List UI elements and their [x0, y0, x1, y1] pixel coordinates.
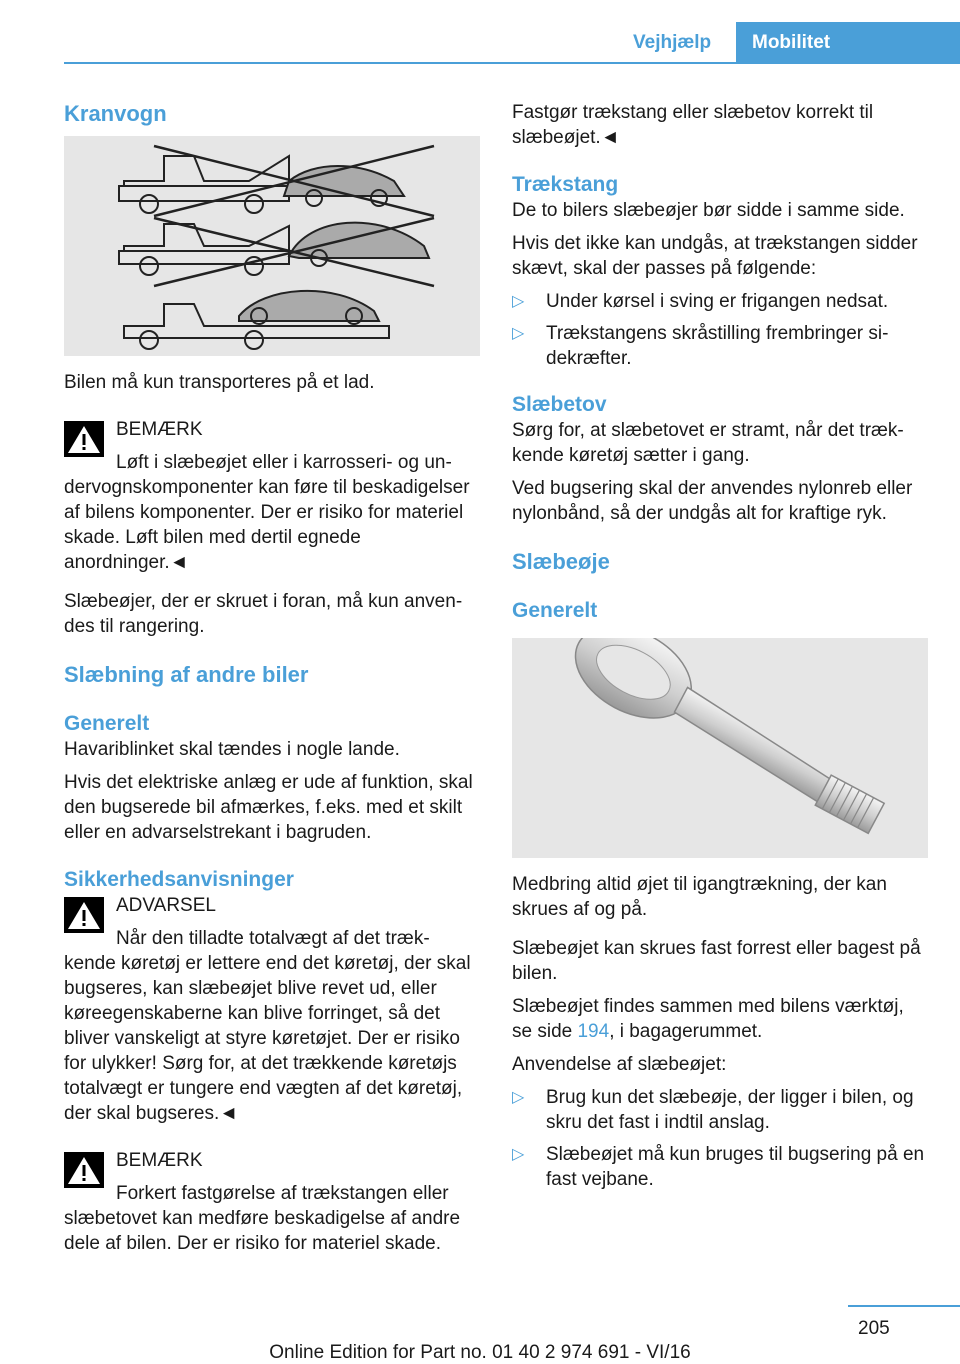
tow-trucks-drawing — [64, 136, 480, 356]
warning-title: ADVARSEL — [116, 895, 216, 916]
paragraph-hvisikke: Hvis det ikke kan undgås, at trækstangen sidder skævt, skal der passes på følgende: — [512, 233, 918, 279]
left-column — [64, 100, 480, 1256]
note-title: BEMÆRK — [116, 1150, 203, 1171]
warning-block — [64, 893, 480, 1126]
note-text-first: Løft i slæbeøjet eller i karrosseri- og un- — [116, 452, 452, 473]
tow-eye-illustration — [512, 638, 928, 858]
paragraph-fastgor: Fastgør trækstang eller slæbetov korrekt til slæbeøjet.◄ — [512, 102, 874, 148]
tab-mobilitet[interactable]: Mobilitet — [736, 22, 960, 63]
paragraph-nylon: Ved bugsering skal der anvendes nylonreb eller nylonbånd, så der undgås alt for kraftige ryk. — [512, 478, 913, 524]
edition-footer: Online Edition for Part no. 01 40 2 974 691 - VI/16 — [269, 1342, 691, 1363]
heading-slaebning: Slæbning af andre biler — [64, 662, 309, 687]
note-text-rest: dervognskomponenter kan føre til beskadigelser af bilens komponenter. Der er risiko for materiel skade. Løft bilen med dertil egnede anordninger.◄ — [64, 477, 470, 573]
warning-text-rest: kende køretøj er lettere end det køretøj, der skal bugseres, kan slæbeøjet blive revet ud, eller køreegenskaberne kan blive forringet, så det bliver vanskeligt at styre køretøjet. Der er risiko for ulykker! Sørg for, at det trækkende køretøjs totalvægt er tungere end vægten af det køretøj, der skal bugseres.◄ — [64, 953, 471, 1124]
list-item: ▷ Brug kun det slæbeøje, der ligger i bilen, og skru det fast i indtil anslag. — [512, 1087, 914, 1133]
tow-truck-illustration — [64, 136, 480, 356]
bullet-triangle-icon: ▷ — [512, 325, 525, 342]
bullet-triangle-icon: ▷ — [512, 1146, 525, 1163]
note-block-2 — [64, 1148, 480, 1256]
paragraph-elektrisk: Hvis det elektriske anlæg er ude af funktion, skal den bugserede bil afmærkes, f.eks. med et skilt eller en advarselstrekant i bagruden. — [64, 772, 473, 843]
heading-generelt-2: Generelt — [512, 599, 598, 622]
page-number: 205 — [858, 1318, 890, 1339]
paragraph-findes: Slæbeøjet findes sammen med bilens værktøj, se side 194, i bagagerummet. — [512, 996, 904, 1042]
heading-kranvogn: Kranvogn — [64, 101, 167, 126]
heading-generelt: Generelt — [64, 712, 150, 735]
tow-eye-drawing — [512, 638, 928, 858]
paragraph-anvendelse: Anvendelse af slæbeøjet: — [512, 1054, 727, 1075]
note-text-first: Forkert fastgørelse af trækstangen eller — [116, 1183, 449, 1204]
paragraph-skrues: Slæbeøjet kan skrues fast forrest eller bagest på bilen. — [512, 938, 921, 984]
warning-triangle-icon — [64, 897, 104, 933]
right-column — [512, 100, 928, 1199]
list-item: ▷ Under kørsel i sving er frigangen nedsat. — [512, 291, 889, 312]
bullet-triangle-icon: ▷ — [512, 1089, 525, 1106]
heading-sikkerhed: Sikkerhedsanvisninger — [64, 868, 294, 891]
note-block-1 — [64, 417, 480, 575]
paragraph-tobiler: De to bilers slæbeøjer bør sidde i samme side. — [512, 200, 905, 221]
bullet-triangle-icon: ▷ — [512, 293, 525, 310]
paragraph-medbring: Medbring altid øjet til igangtrækning, der kan skrues af og på. — [512, 874, 887, 920]
heading-traekstang: Trækstang — [512, 173, 619, 196]
list-traekstang — [512, 289, 928, 371]
list-anvendelse — [512, 1085, 928, 1192]
list-item: ▷ Trækstangens skråstilling frembringer sidekræfter. — [512, 323, 889, 369]
paragraph-havari: Havariblinket skal tændes i nogle lande. — [64, 739, 400, 760]
warning-triangle-icon — [64, 421, 104, 457]
tab-vejhjaelp[interactable]: Vejhjælp — [633, 32, 712, 53]
img-caption: Bilen må kun transporteres på et lad. — [64, 372, 375, 393]
note-title: BEMÆRK — [116, 419, 203, 440]
list-item: ▷ Slæbeøjet må kun bruges til bugsering på en fast vejbane. — [512, 1144, 925, 1190]
heading-slaebeoje: Slæbeøje — [512, 549, 610, 574]
footer-rule — [848, 1305, 960, 1307]
note-text-rest: slæbetovet kan medføre beskadigelse af andre dele af bilen. Der er risiko for materiel skade. — [64, 1208, 461, 1254]
page-link[interactable]: 194 — [577, 1021, 610, 1042]
warning-triangle-icon — [64, 1152, 104, 1188]
heading-slaebetov: Slæbetov — [512, 393, 607, 416]
paragraph-stramt: Sørg for, at slæbetovet er stramt, når det trækkende køretøj sætter i gang. — [512, 420, 904, 466]
paragraph-front: Slæbeøjer, der er skruet i foran, må kun anvendes til rangering. — [64, 591, 463, 637]
warning-text-first: Når den tilladte totalvægt af det træk- — [116, 928, 430, 949]
